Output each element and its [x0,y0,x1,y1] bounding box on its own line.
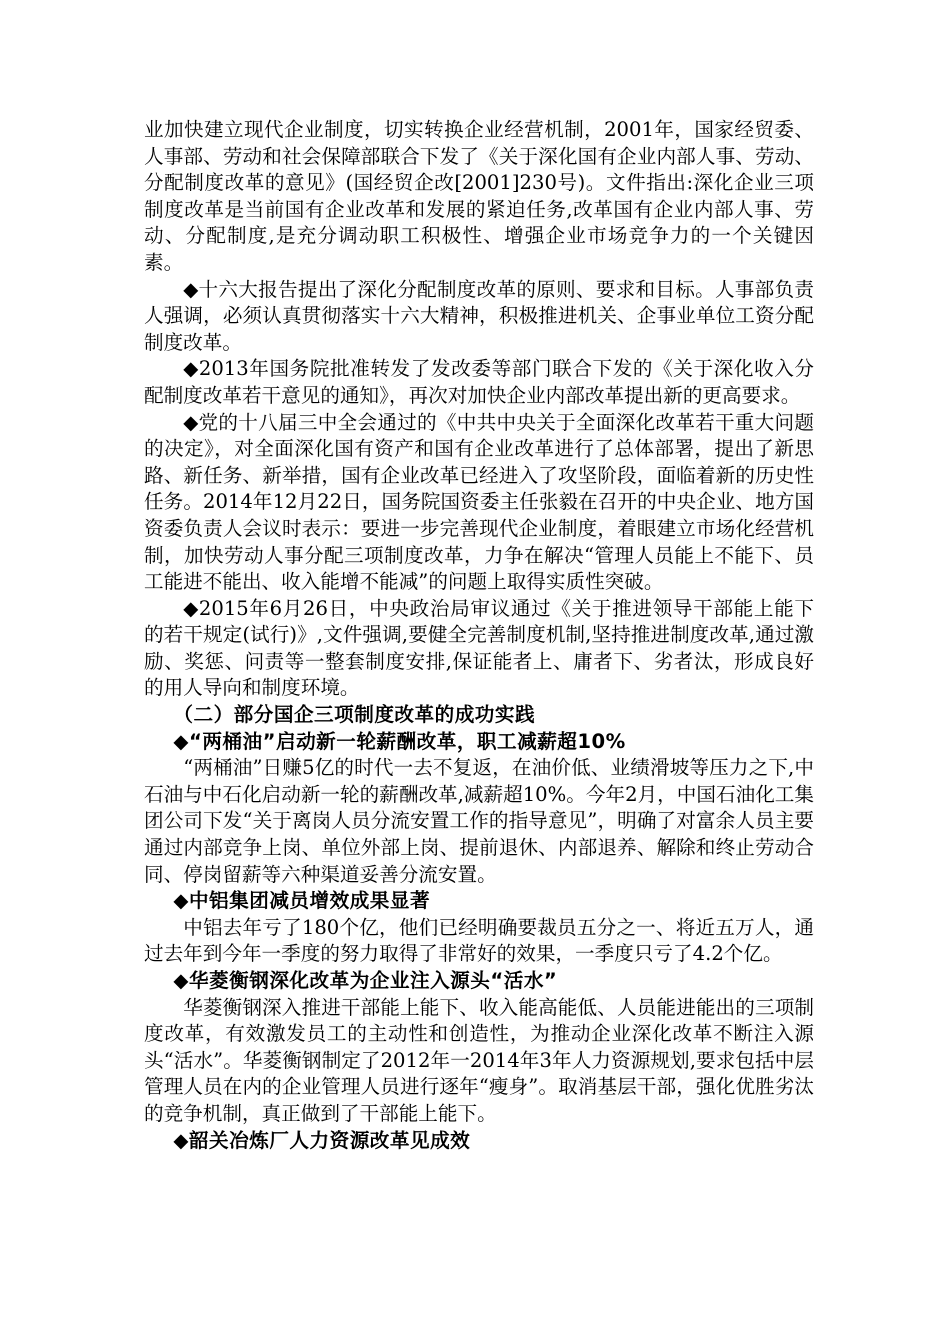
paragraph-2013-state-council: ◆2013年国务院批准转发了发改委等部门联合下发的《关于深化收入分配制度改革若干意见的通知》，再次对加快企业内部改革提出新的更高要求。 [144,357,814,407]
paragraph-third-plenum: ◆党的十八届三中全会通过的《中共中央关于全面深化改革若干重大问题的决定》，对全面深化国有资产和国有企业改革进行了总体部署，提出了新思路、新任务、新举措，国有企业改革已经进入了攻坚阶段，面临着新的历史性任务。2014年12月22日，国务院国资委主任张毅在召开的中央企业、地方国资委负责人会议时表示：要进一步完善现代企业制度，着眼建立市场化经营机制，加快劳动人事分配三项制度改革，力争在解决“管理人员能上不能下、员工能进不能出、收入能增不能减”的问题上取得实质性突破。 [144,410,814,594]
subheading-shaoguan-smelter: ◆韶关冶炼厂人力资源改革见成效 [173,1128,471,1152]
paragraph-sixteenth-congress: ◆十六大报告提出了深化分配制度改革的原则、要求和目标。人事部负责人强调，必须认真贯彻落实十六大精神，积极推进机关、企事业单位工资分配制度改革。 [144,277,814,354]
document-page [144,117,814,1154]
paragraph-chalco: 中铝去年亏了180个亿，他们已经明确要裁员五分之一、将近五万人，通过去年到今年一季度的努力取得了非常好的效果，一季度只亏了4.2个亿。 [144,915,814,966]
subheading-two-oil-giants: ◆“两桶油”启动新一轮薪酬改革，职工减薪超10% [173,729,626,753]
paragraph-valin-hengyang: 华菱衡钢深入推进干部能上能下、收入能高能低、人员能进能出的三项制度改革，有效激发员工的主动性和创造性，为推动企业深化改革不断注入源头“活水”。华菱衡钢制定了2012年一2014年3年人力资源规划,要求包括中层管理人员在内的企业管理人员进行逐年“瘦身”。取消基层干部，强化优胜劣汰的竞争机制，真正做到了干部能上能下。 [144,995,814,1125]
subheading-chalco: ◆中铝集团减员增效成果显著 [173,889,431,913]
paragraph-intro: 业加快建立现代企业制度，切实转换企业经营机制，2001年，国家经贸委、人事部、劳动和社会保障部联合下发了《关于深化国有企业内部人事、劳动、分配制度改革的意见》(国经贸企改[2001]230号)。文件指出:深化企业三项制度改革是当前国有企业改革和发展的紧迫任务,改革国有企业内部人事、劳动、分配制度,是充分调动职工积极性、增强企业市场竞争力的一个关键因素。 [144,118,814,274]
section-heading: （二）部分国企三项制度改革的成功实践 [173,703,536,727]
subheading-valin-hengyang: ◆华菱衡钢深化改革为企业注入源头“活水” [173,969,558,992]
paragraph-2015-politburo: ◆2015年6月26日，中央政治局审议通过《关于推进领导干部能上能下的若干规定(试行)》,文件强调,要健全完善制度机制,坚持推进制度改革,通过激励、奖惩、问责等一整套制度安排,保证能者上、庸者下、劣者汰，形成良好的用人导向和制度环境。 [144,596,814,700]
paragraph-two-oil-giants: “两桶油”日赚5亿的时代一去不复返，在油价低、业绩滑坡等压力之下,中石油与中石化启动新一轮的薪酬改革,减薪超10%。今年2月，中国石油化工集团公司下发“关于离岗人员分流安置工作的指导意见”，明确了对富余人员主要通过内部竞争上岗、单位外部上岗、提前退休、内部退养、解除和终止劳动合同、停岗留薪等六种渠道妥善分流安置。 [144,756,814,886]
